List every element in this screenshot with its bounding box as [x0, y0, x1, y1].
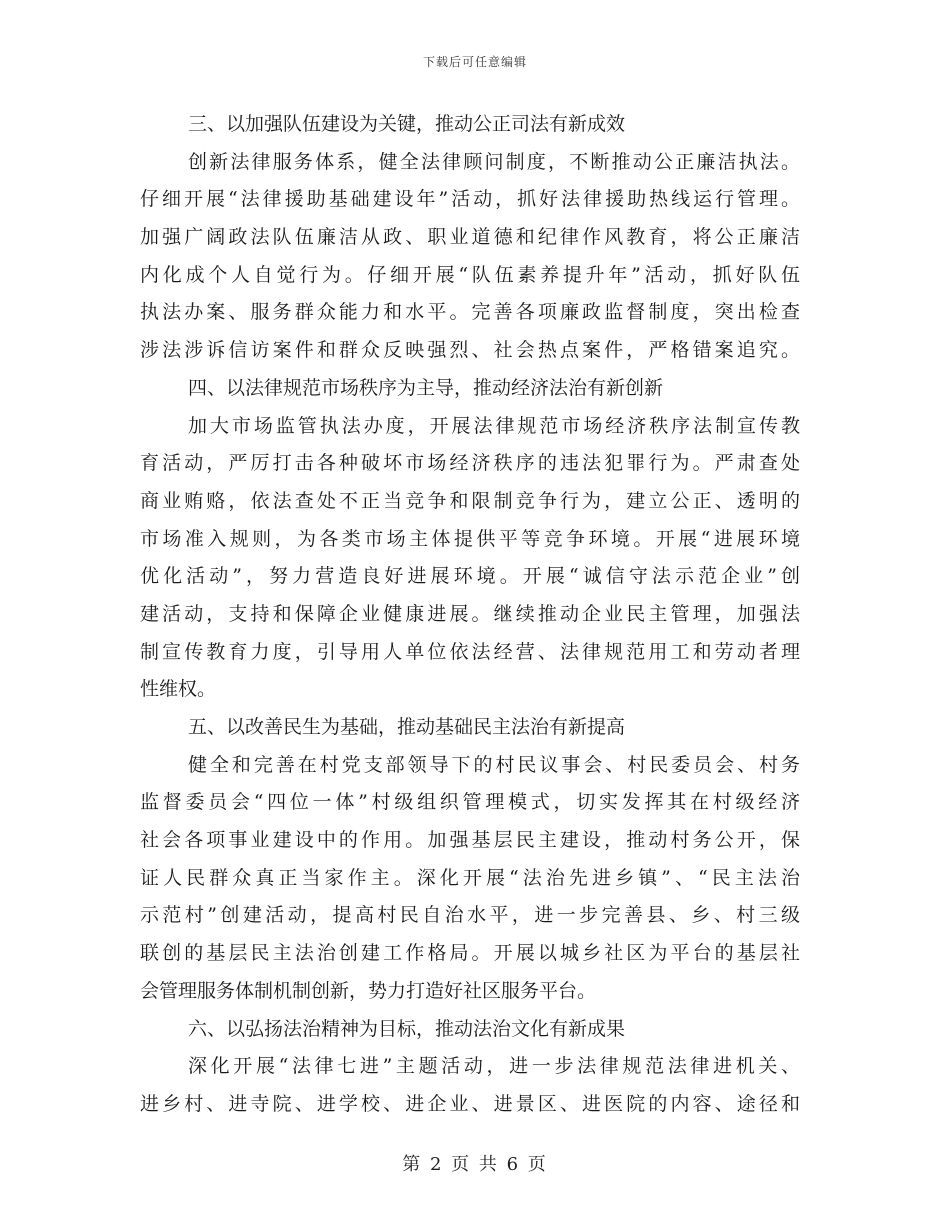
paragraph-line: 联创的基层民主法治创建工作格局。开展以城乡社区为平台的基层社 — [140, 942, 800, 965]
section-heading: 三、以加强队伍建设为关键，推动公正司法有新成效 — [188, 113, 626, 135]
paragraph-line: 育活动，严厉打击各种破坏市场经济秩序的违法犯罪行为。严肃查处 — [140, 452, 800, 475]
paragraph-line: 优化活动”，努力营造良好进展环境。开展“诚信守法示范企业”创 — [140, 565, 800, 588]
paragraph-line: 加大市场监管执法办度，开展法律规范市场经济秩序法制宣传教 — [188, 414, 800, 437]
paragraph-line: 示范村”创建活动，提高村民自治水平，进一步完善县、乡、村三级 — [140, 904, 800, 927]
paragraph-line: 社会各项事业建设中的作用。加强基层民主建设，推动村务公开，保 — [140, 829, 800, 852]
paragraph-line: 证人民群众真正当家作主。深化开展“法治先进乡镇”、“民主法治 — [140, 866, 800, 889]
paragraph-line: 加强广阔政法队伍廉洁从政、职业道德和纪律作风教育，将公正廉洁 — [140, 226, 800, 249]
paragraph-line: 会管理服务体制机制创新，势力打造好社区服务平台。 — [140, 979, 597, 1002]
paragraph-line: 性维权。 — [140, 678, 217, 701]
paragraph-line: 制宣传教育力度，引导用人单位依法经营、法律规范用工和劳动者理 — [140, 640, 800, 663]
paragraph-line: 深化开展“法律七进”主题活动，进一步法律规范法律进机关、 — [188, 1055, 800, 1078]
paragraph-line: 监督委员会“四位一体”村级组织管理模式，切实发挥其在村级经济 — [140, 791, 800, 814]
paragraph-line: 商业贿赂，依法查处不正当竞争和限制竞争行为，建立公正、透明的 — [140, 489, 800, 512]
section-heading: 六、以弘扬法治精神为目标，推动法治文化有新成果 — [188, 1017, 626, 1040]
paragraph-line: 执法办案、服务群众能力和水平。完善各项廉政监督制度，突出检查 — [140, 301, 800, 324]
page-footer: 第 2 页 共 6 页 — [402, 1154, 548, 1175]
paragraph-line: 创新法律服务体系，健全法律顾问制度，不断推动公正廉洁执法。 — [188, 150, 800, 173]
section-heading: 五、以改善民生为基础，推动基础民主法治有新提高 — [188, 716, 626, 738]
paragraph-line: 市场准入规则，为各类市场主体提供平等竞争环境。开展“进展环境 — [140, 527, 800, 550]
paragraph-line: 仔细开展“法律援助基础建设年”活动，抓好法律援助热线运行管理。 — [140, 188, 800, 211]
document-body — [140, 106, 800, 1124]
paragraph-line: 进乡村、进寺院、进学校、进企业、进景区、进医院的内容、途径和 — [140, 1092, 800, 1115]
paragraph-line: 内化成个人自觉行为。仔细开展“队伍素养提升年”活动，抓好队伍 — [140, 263, 800, 286]
section-heading: 四、以法律规范市场秩序为主导，推动经济法治有新创新 — [188, 376, 664, 399]
paragraph-line: 健全和完善在村党支部领导下的村民议事会、村民委员会、村务 — [188, 753, 800, 776]
paragraph-line: 建活动，支持和保障企业健康进展。继续推动企业民主管理，加强法 — [140, 602, 800, 625]
paragraph-line: 涉法涉诉信访案件和群众反映强烈、社会热点案件，严格错案追究。 — [140, 339, 800, 362]
page-header: 下载后可任意编辑 — [422, 55, 527, 69]
